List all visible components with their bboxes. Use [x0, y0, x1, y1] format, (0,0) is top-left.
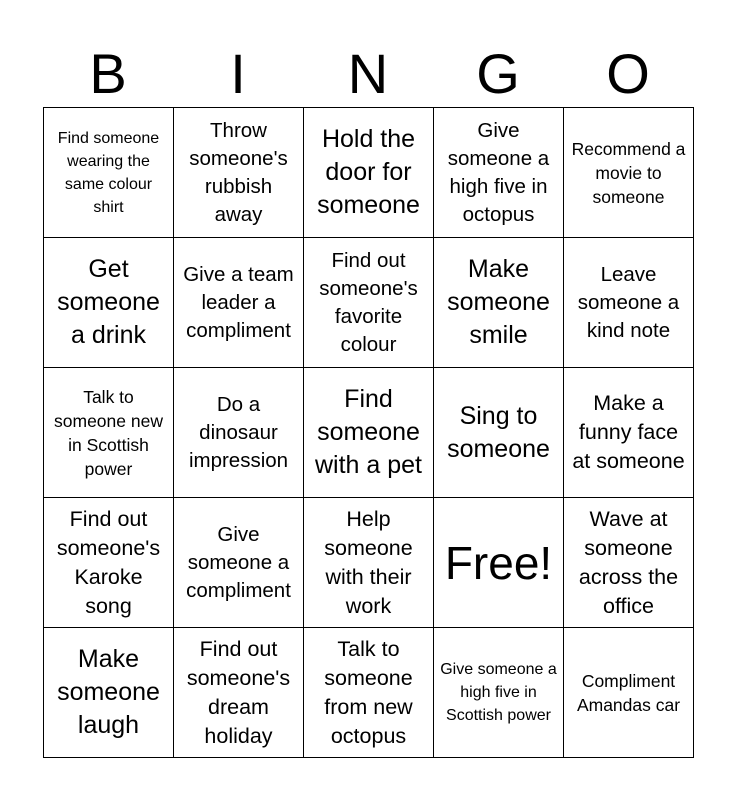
bingo-cell[interactable] — [434, 628, 564, 758]
bingo-cell-text: Make a funny face at someone — [572, 391, 685, 473]
bingo-cell-text: Throw someone's rubbish away — [189, 118, 288, 226]
bingo-cell[interactable] — [174, 368, 304, 498]
header-letter-o: O — [606, 42, 650, 105]
bingo-cell[interactable] — [304, 628, 434, 758]
bingo-cell-text: Hold the door for someone — [317, 125, 420, 219]
bingo-cell[interactable] — [564, 238, 694, 368]
bingo-cell[interactable] — [564, 498, 694, 628]
bingo-cell[interactable] — [174, 628, 304, 758]
bingo-cell[interactable] — [174, 238, 304, 368]
bingo-cell-text: Help someone with their work — [324, 506, 413, 618]
bingo-cell-text: Recommend a movie to someone — [571, 138, 686, 207]
bingo-row-2 — [44, 238, 694, 368]
bingo-cell[interactable] — [304, 498, 434, 628]
bingo-row-3 — [44, 368, 694, 498]
bingo-cell-text: Do a dinosaur impression — [188, 392, 289, 472]
bingo-cell[interactable] — [434, 368, 564, 498]
bingo-cell-text: Talk to someone new in Scottish power — [54, 386, 163, 479]
bingo-cell-text: Find out someone's Karoke song — [56, 506, 161, 618]
bingo-cell[interactable] — [564, 368, 694, 498]
bingo-card — [43, 107, 694, 758]
bingo-cell-text: Wave at someone across the office — [578, 506, 679, 618]
bingo-row-5 — [44, 628, 694, 758]
bingo-cell-text: Sing to someone — [447, 401, 550, 463]
bingo-cell-text: Give someone a compliment — [186, 522, 291, 602]
free-space-text: Free! — [444, 536, 553, 589]
bingo-cell-text: Find someone with a pet — [314, 385, 422, 479]
bingo-cell[interactable] — [434, 238, 564, 368]
bingo-cell-text: Give someone a high five in Scottish power — [440, 661, 557, 724]
bingo-cell[interactable] — [304, 108, 434, 238]
header-letter-b: B — [89, 42, 127, 105]
bingo-row-4 — [44, 498, 694, 628]
bingo-cell-text: Find out someone's dream holiday — [186, 636, 291, 748]
bingo-header — [43, 40, 693, 108]
header-letter-n: N — [347, 42, 389, 105]
bingo-cell[interactable] — [44, 238, 174, 368]
header-letter-g: G — [476, 42, 520, 105]
bingo-cell-text: Leave someone a kind note — [577, 262, 680, 342]
bingo-cell[interactable] — [44, 628, 174, 758]
bingo-cell-text: Get someone a drink — [57, 255, 160, 349]
bingo-cell-text: Give a team leader a compliment — [183, 262, 294, 342]
bingo-cell[interactable] — [304, 238, 434, 368]
bingo-cell[interactable] — [174, 498, 304, 628]
bingo-row-1 — [44, 108, 694, 238]
bingo-cell[interactable] — [564, 108, 694, 238]
bingo-cell[interactable] — [564, 628, 694, 758]
bingo-cell[interactable] — [434, 108, 564, 238]
bingo-cell[interactable] — [174, 108, 304, 238]
header-letter-i: I — [230, 42, 246, 105]
bingo-cell-text: Compliment Amandas car — [576, 670, 681, 715]
bingo-cell[interactable] — [44, 498, 174, 628]
bingo-cell[interactable] — [44, 108, 174, 238]
bingo-cell-text: Talk to someone from new octopus — [324, 636, 413, 748]
bingo-cell-text: Find out someone's favorite colour — [319, 248, 418, 356]
bingo-cell[interactable] — [304, 368, 434, 498]
bingo-cell-text: Find someone wearing the same colour shirt — [57, 129, 160, 216]
bingo-cell-text: Make someone smile — [447, 255, 550, 349]
free-space-cell[interactable] — [434, 498, 564, 628]
bingo-cell-text: Give someone a high five in octopus — [447, 118, 550, 226]
bingo-cell-text: Make someone laugh — [57, 645, 160, 739]
bingo-cell[interactable] — [44, 368, 174, 498]
